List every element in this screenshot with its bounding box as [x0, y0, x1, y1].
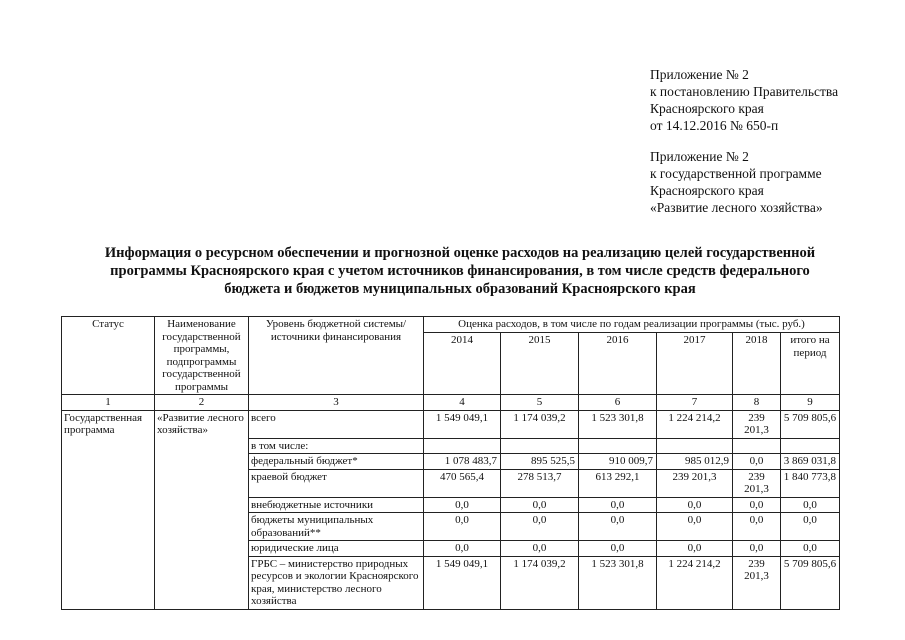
col-number: 9 — [781, 395, 840, 411]
cell-value — [501, 438, 579, 454]
column-number-row — [62, 395, 840, 411]
header-year: 2018 — [733, 333, 781, 395]
appendix-line: «Развитие лесного хозяйства» — [650, 200, 823, 215]
header-name: Наименование государственной программы, подпрограммы государственной программы — [155, 317, 249, 395]
title-line: Информация о ресурсном обеспечении и прогнозной оценке расходов на реализацию целей государственной — [104, 245, 816, 261]
cell-value: 0,0 — [781, 497, 840, 513]
cell-value: 0,0 — [501, 513, 579, 541]
cell-value: 0,0 — [781, 541, 840, 557]
cell-value: 0,0 — [424, 497, 501, 513]
cell-value: 0,0 — [657, 497, 733, 513]
title-line: программы Красноярского края с учетом источников финансирования, в том числе средств федерального — [110, 263, 810, 279]
cell-value: 0,0 — [733, 513, 781, 541]
cell-value: 0,0 — [501, 497, 579, 513]
row-label: ГРБС – министерство природных ресурсов и экологии Красноярского края, министерство лесного хозяйства — [249, 556, 424, 609]
cell-value: 0,0 — [733, 454, 781, 470]
appendix-line: от 14.12.2016 № 650-п — [650, 118, 779, 133]
cell-value: 0,0 — [733, 497, 781, 513]
cell-value: 1 224 214,2 — [657, 410, 733, 438]
appendix-line: Приложение № 2 — [650, 67, 749, 82]
cell-value: 613 292,1 — [579, 469, 657, 497]
row-label: внебюджетные источники — [249, 497, 424, 513]
header-status: Статус — [62, 317, 155, 395]
col-number: 4 — [424, 395, 501, 411]
cell-value: 0,0 — [579, 541, 657, 557]
cell-value: 239 201,3 — [733, 556, 781, 609]
cell-value: 278 513,7 — [501, 469, 579, 497]
header-year: 2017 — [657, 333, 733, 395]
title-line: бюджета и бюджетов муниципальных образований Красноярского края — [224, 281, 696, 297]
table-row — [62, 410, 840, 438]
cell-value — [781, 438, 840, 454]
cell-value: 5 709 805,6 — [781, 556, 840, 609]
row-label: юридические лица — [249, 541, 424, 557]
appendix-block-2 — [650, 148, 890, 216]
cell-value — [733, 438, 781, 454]
cell-value: 1 523 301,8 — [579, 410, 657, 438]
header-year: 2015 — [501, 333, 579, 395]
cell-value: 0,0 — [424, 541, 501, 557]
table-body — [62, 410, 840, 609]
appendix-line: Приложение № 2 — [650, 149, 749, 164]
col-number: 2 — [155, 395, 249, 411]
cell-value: 895 525,5 — [501, 454, 579, 470]
appendix-line: к постановлению Правительства — [650, 84, 839, 99]
col-number: 8 — [733, 395, 781, 411]
cell-value: 1 523 301,8 — [579, 556, 657, 609]
cell-value: 0,0 — [579, 513, 657, 541]
row-label: всего — [249, 410, 424, 438]
row-label: краевой бюджет — [249, 469, 424, 497]
cell-value: 239 201,3 — [657, 469, 733, 497]
cell-value — [657, 438, 733, 454]
row-label: бюджеты муниципальных образований** — [249, 513, 424, 541]
cell-value: 0,0 — [657, 513, 733, 541]
cell-value — [579, 438, 657, 454]
cell-value: 1 174 039,2 — [501, 556, 579, 609]
header-estimate: Оценка расходов, в том числе по годам реализации программы (тыс. руб.) — [424, 317, 840, 333]
cell-value: 0,0 — [501, 541, 579, 557]
cell-value: 0,0 — [781, 513, 840, 541]
header-level: Уровень бюджетной системы/источники финансирования — [249, 317, 424, 395]
cell-value: 470 565,4 — [424, 469, 501, 497]
appendix-block-1 — [650, 66, 890, 134]
cell-value: 239 201,3 — [733, 410, 781, 438]
cell-value — [424, 438, 501, 454]
cell-value: 1 549 049,1 — [424, 556, 501, 609]
cell-value: 0,0 — [579, 497, 657, 513]
cell-value: 1 549 049,1 — [424, 410, 501, 438]
cell-value: 985 012,9 — [657, 454, 733, 470]
cell-value: 1 078 483,7 — [424, 454, 501, 470]
appendix-line: к государственной программе — [650, 166, 822, 181]
document-title — [60, 244, 860, 298]
col-number: 5 — [501, 395, 579, 411]
cell-value: 239 201,3 — [733, 469, 781, 497]
status-cell: Государственная программа — [62, 410, 155, 609]
cell-value: 1 224 214,2 — [657, 556, 733, 609]
cell-value: 1 174 039,2 — [501, 410, 579, 438]
header-year: 2016 — [579, 333, 657, 395]
appendix-line: Красноярского края — [650, 183, 764, 198]
cell-value: 0,0 — [424, 513, 501, 541]
row-label: в том числе: — [249, 438, 424, 454]
program-name-cell: «Развитие лесного хозяйства» — [155, 410, 249, 609]
cell-value: 5 709 805,6 — [781, 410, 840, 438]
resource-table — [61, 316, 840, 610]
header-year: 2014 — [424, 333, 501, 395]
col-number: 3 — [249, 395, 424, 411]
cell-value: 910 009,7 — [579, 454, 657, 470]
col-number: 7 — [657, 395, 733, 411]
appendix-line: Красноярского края — [650, 101, 764, 116]
cell-value: 0,0 — [733, 541, 781, 557]
cell-value: 3 869 031,8 — [781, 454, 840, 470]
cell-value: 1 840 773,8 — [781, 469, 840, 497]
header-total: итого на период — [781, 333, 840, 395]
row-label: федеральный бюджет* — [249, 454, 424, 470]
col-number: 1 — [62, 395, 155, 411]
cell-value: 0,0 — [657, 541, 733, 557]
col-number: 6 — [579, 395, 657, 411]
